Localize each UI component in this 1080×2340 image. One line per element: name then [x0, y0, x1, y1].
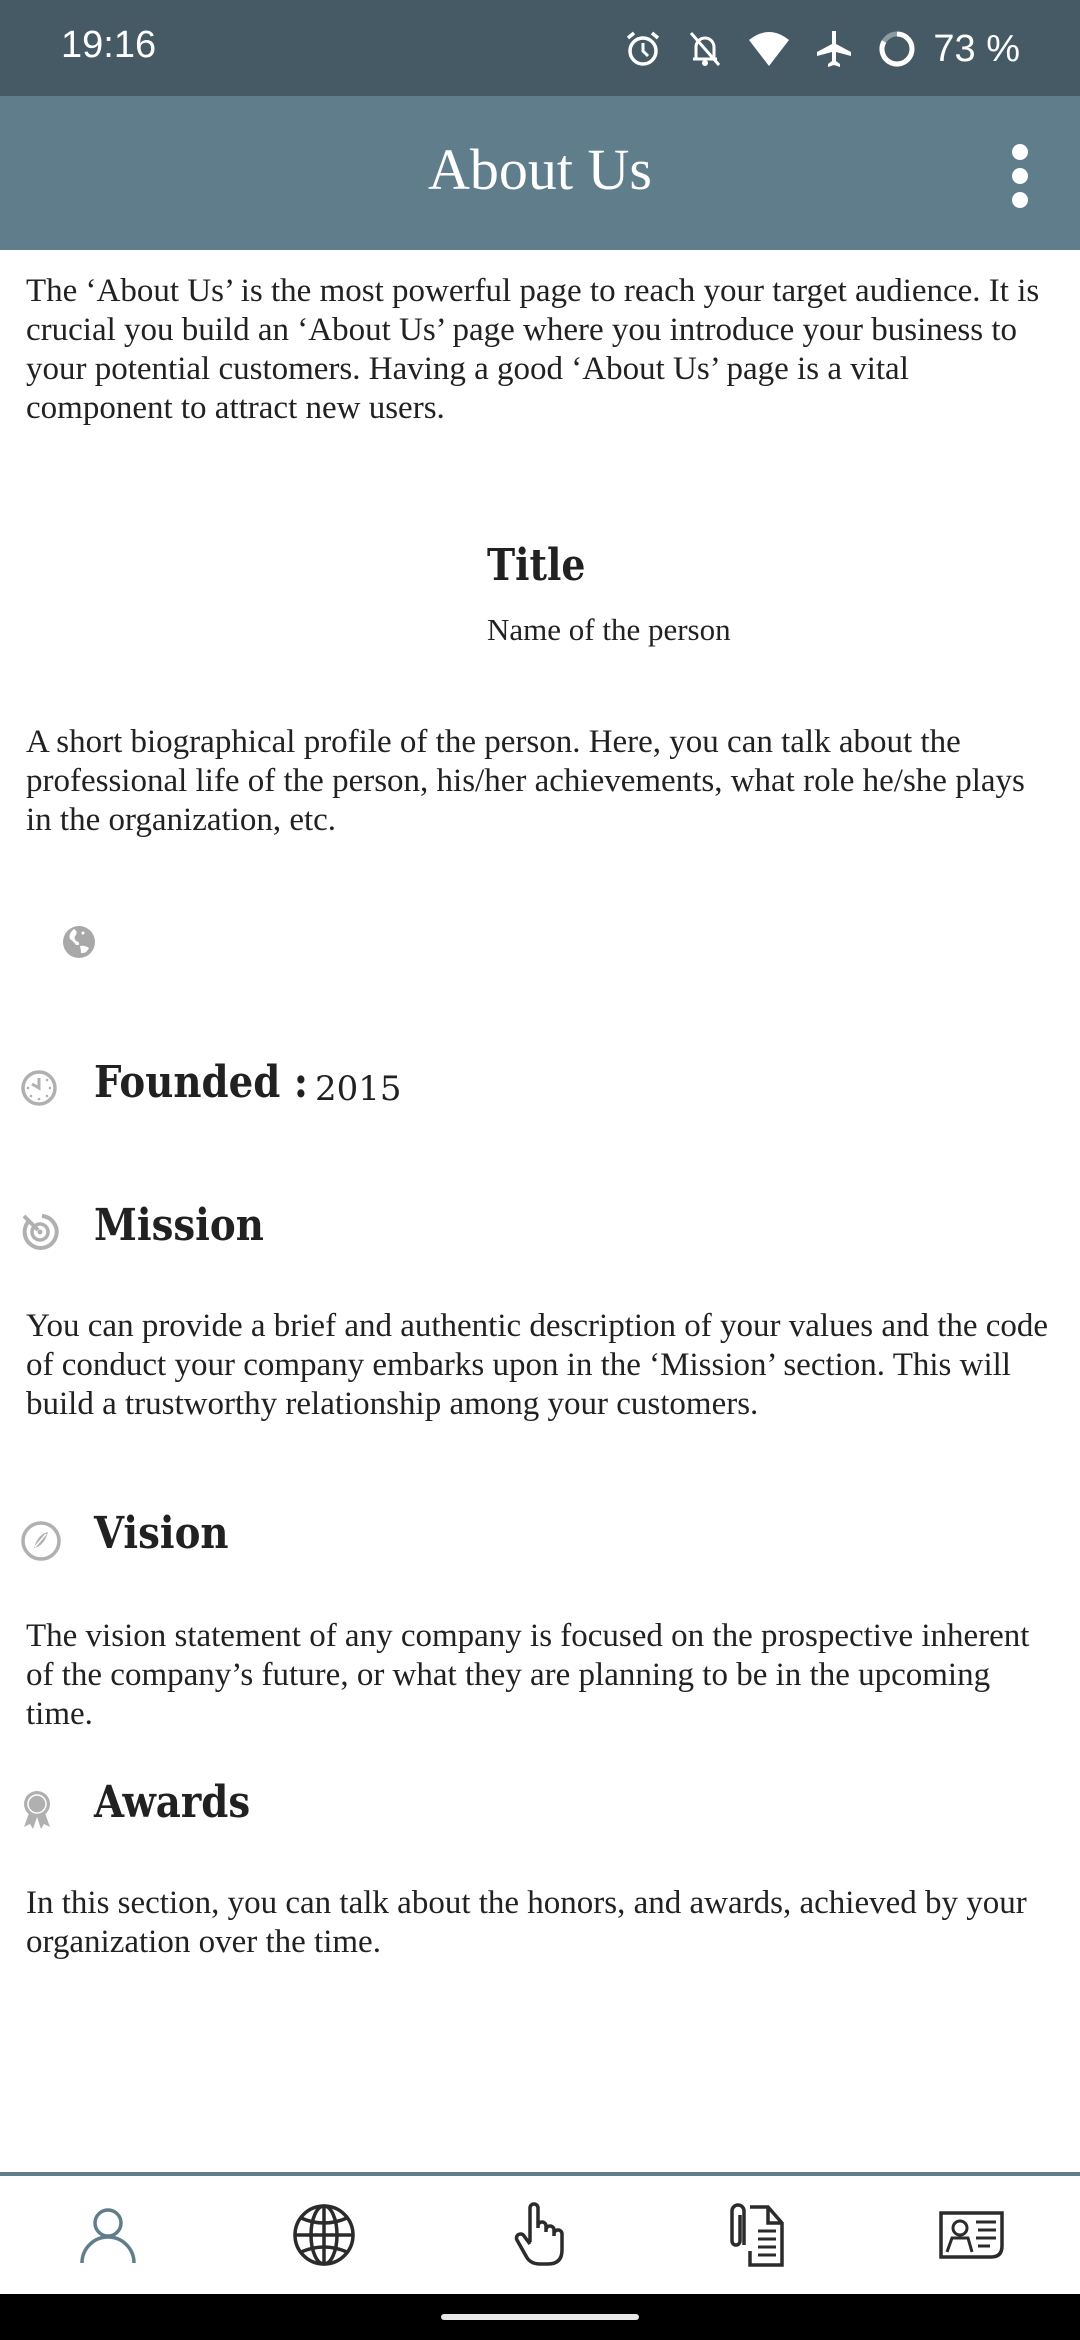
bell-off-icon — [687, 29, 723, 69]
awards-heading — [0, 1775, 1080, 1845]
intro-text: The ‘About Us’ is the most powerful page to reach your target audience. It is crucial you build an ‘About Us’ page where you introduce your business to your potential customers. Having a good ‘About Us’ page is a vital component to attract new users. — [26, 273, 1040, 426]
alarm-icon — [623, 29, 663, 69]
awards-text: In this section, you can talk about the honors, and awards, achieved by your organization over the time. — [26, 1885, 1027, 1960]
nav-tab-website[interactable] — [216, 2176, 432, 2294]
system-navigation-bar — [0, 2294, 1080, 2340]
person-name: Name of the person — [487, 612, 731, 647]
status-bar — [0, 0, 1080, 96]
clock-icon — [20, 1069, 58, 1111]
award-ribbon-icon — [20, 1789, 54, 1835]
globe-icon — [291, 2202, 357, 2268]
status-time: 19:16 — [61, 24, 157, 66]
battery-percent: 73 % — [933, 27, 1020, 70]
more-options-button[interactable] — [990, 136, 1050, 216]
about-content[interactable] — [0, 250, 1080, 2175]
status-icons — [623, 26, 1020, 72]
nav-tab-documents[interactable] — [648, 2176, 864, 2294]
vision-heading — [0, 1506, 1080, 1576]
vision-text: The vision statement of any company is focused on the prospective inherent of the company’s future, or what they are planning to be in the upcoming time. — [26, 1618, 1030, 1732]
more-vert-dot — [1012, 168, 1028, 184]
mission-label: Mission — [94, 1200, 264, 1251]
person-title: Title — [487, 540, 586, 591]
contact-card-icon — [938, 2210, 1006, 2260]
nav-tab-contact[interactable] — [864, 2176, 1080, 2294]
target-icon — [20, 1212, 60, 1256]
more-vert-icon — [1012, 144, 1028, 160]
person-icon — [76, 2203, 140, 2267]
globe-icon[interactable] — [62, 925, 96, 963]
wifi-icon — [747, 30, 791, 68]
nav-tab-services[interactable] — [432, 2176, 648, 2294]
home-gesture-handle[interactable] — [441, 2314, 639, 2320]
founded-label: Founded : — [94, 1057, 309, 1108]
page-title: About Us — [428, 137, 652, 202]
mission-heading — [0, 1198, 1080, 1268]
more-vert-dot — [1012, 192, 1028, 208]
app-bar — [0, 96, 1080, 250]
airplane-icon — [815, 29, 853, 69]
battery-ring-icon — [877, 29, 917, 69]
attachment-document-icon — [724, 2201, 788, 2269]
hand-pointer-icon — [512, 2202, 568, 2268]
bottom-navigation — [0, 2172, 1080, 2294]
awards-label: Awards — [94, 1777, 251, 1828]
nav-tab-profile[interactable] — [0, 2176, 216, 2294]
person-bio: A short biographical profile of the person. Here, you can talk about the professional life of the person, his/her achievements, what role he/she plays in the organization, etc. — [26, 724, 1025, 838]
founded-value: 2015 — [315, 1069, 402, 1109]
mission-text: You can provide a brief and authentic description of your values and the code of conduct your company embarks upon in the ‘Mission’ section. This will build a trustworthy relationship among your customers. — [26, 1308, 1049, 1422]
compass-icon — [20, 1520, 62, 1566]
founded-row — [0, 1055, 1080, 1125]
vision-label: Vision — [94, 1508, 229, 1559]
